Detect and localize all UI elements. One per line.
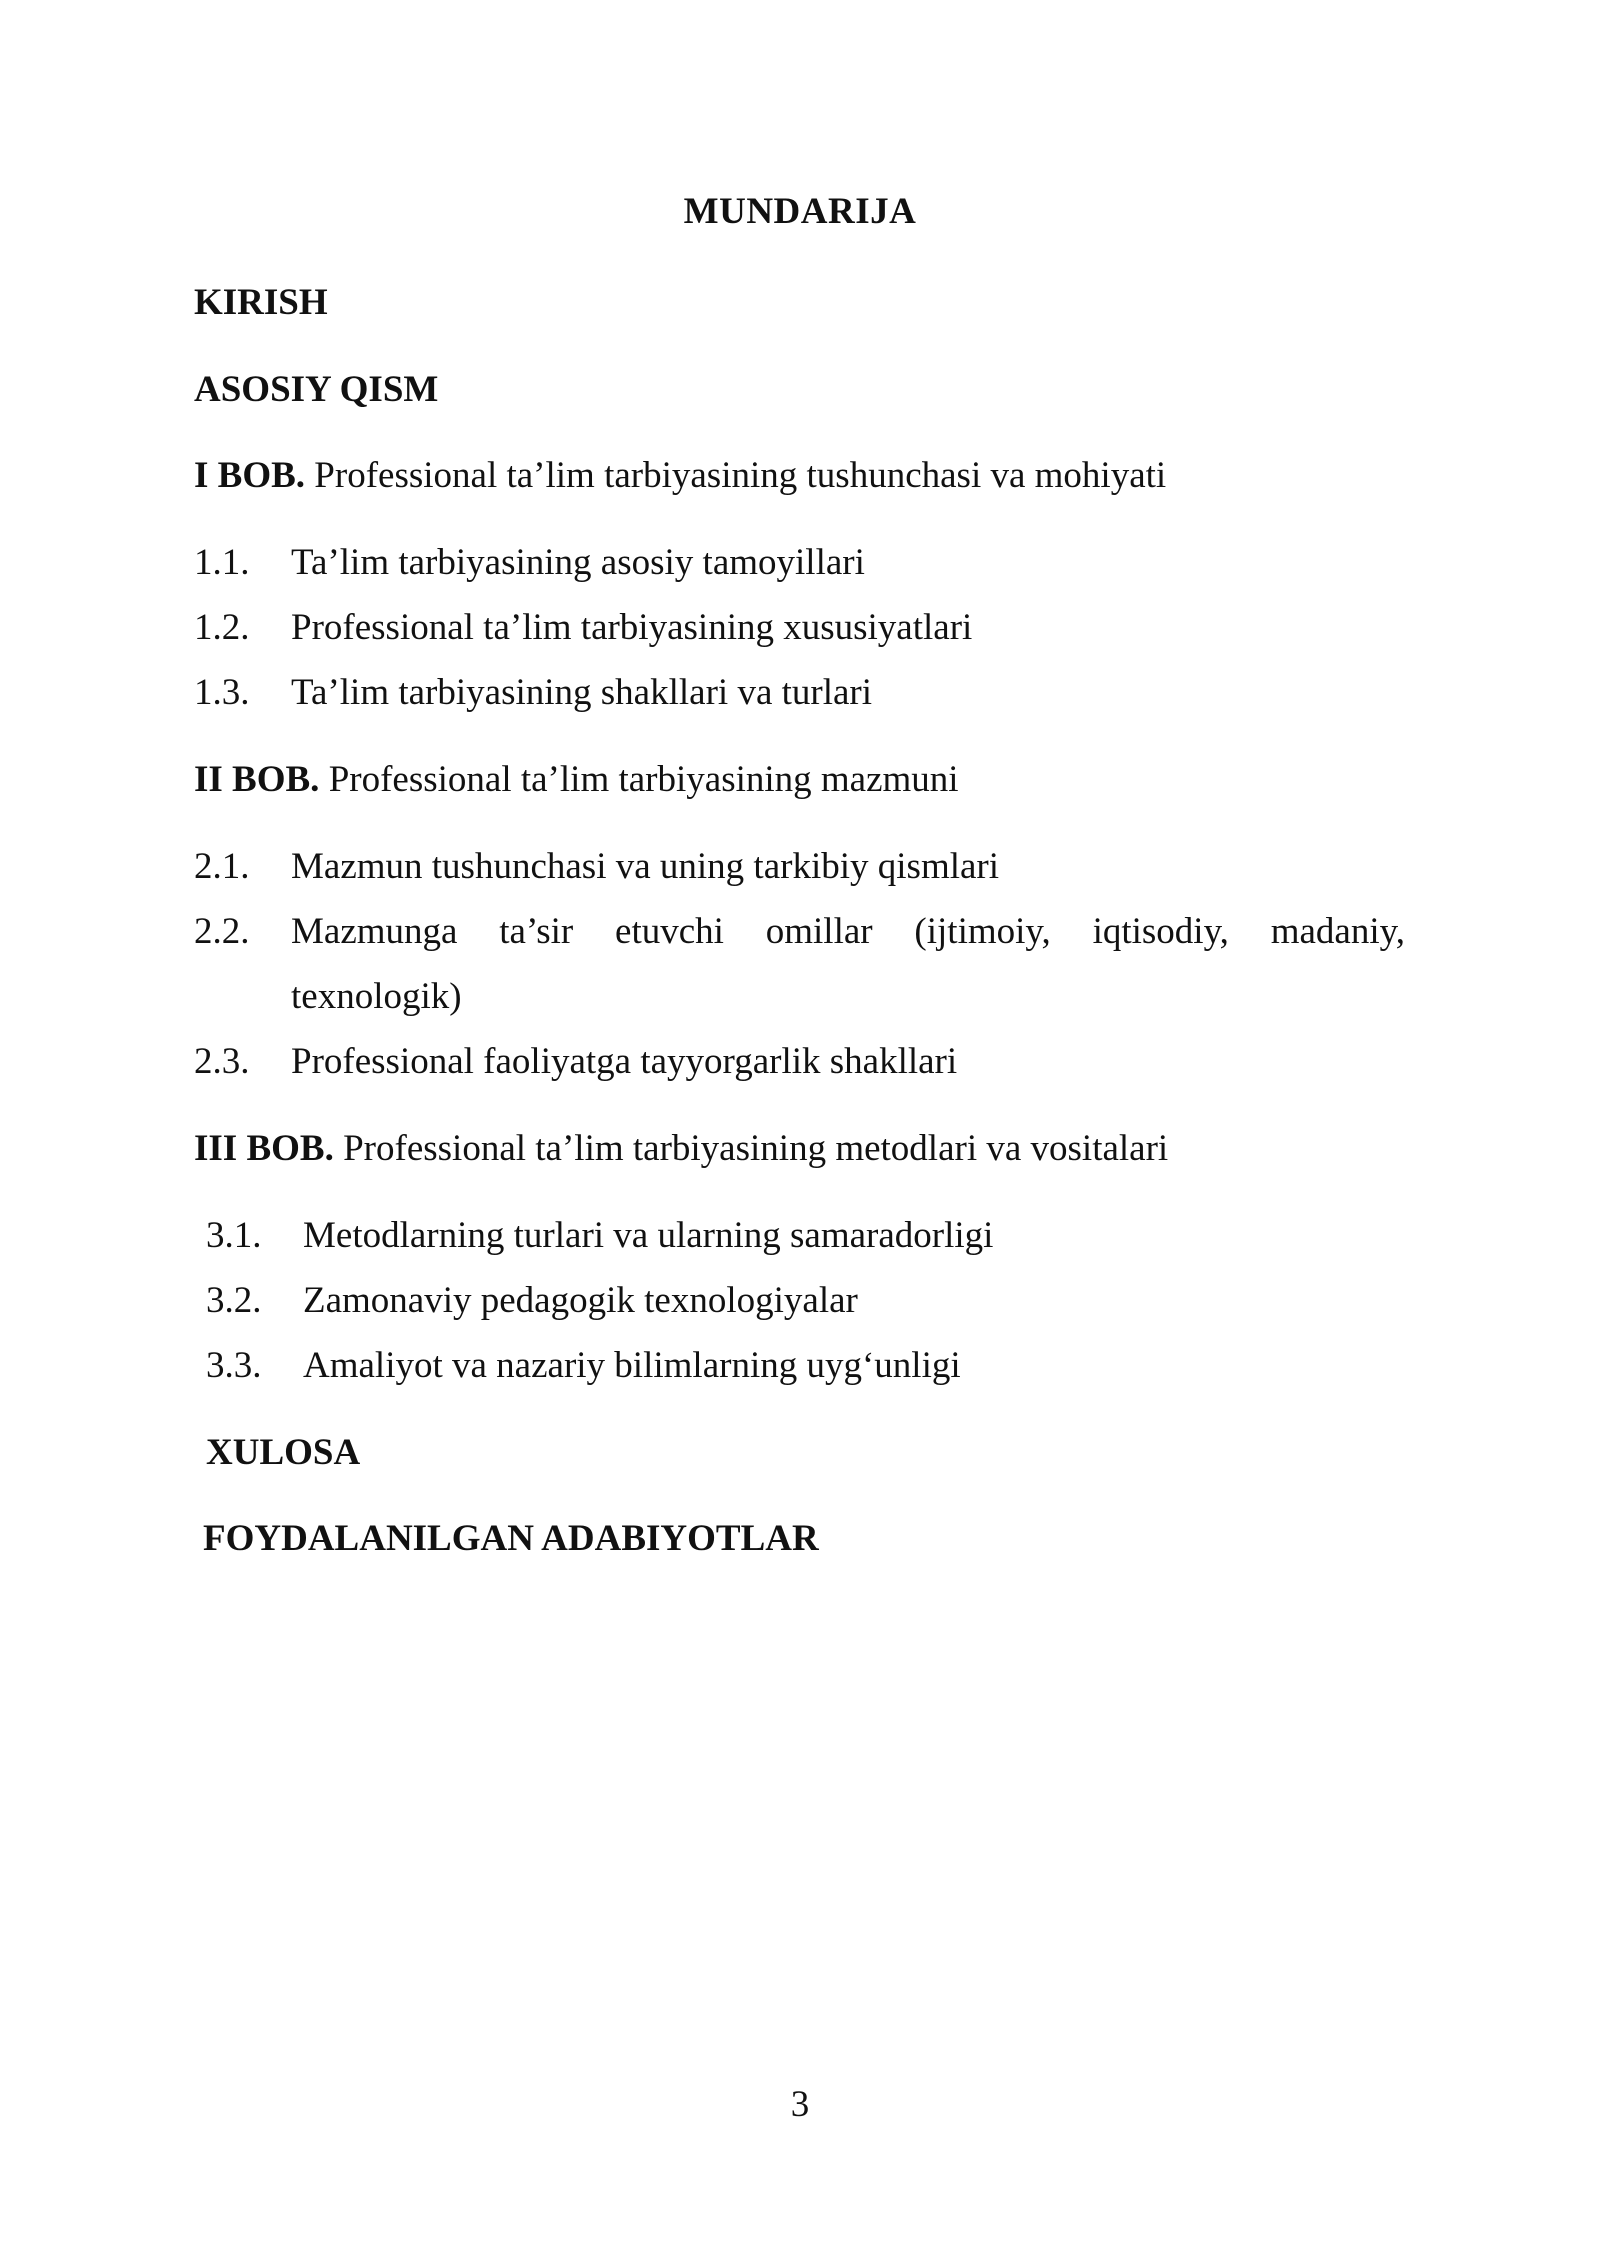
item-text-continuation: texnologik) (291, 976, 462, 1017)
item-text: Professional ta’lim tarbiyasining xususiyatlari (291, 607, 973, 648)
chapter-2-title: Professional ta’lim tarbiyasining mazmuni (328, 759, 959, 800)
item-word: ta’sir (499, 911, 574, 952)
toc-title: MUNDARIJA (683, 191, 917, 232)
item-number: 3.3. (206, 1345, 262, 1386)
chapter-3-label: III BOB. (194, 1128, 334, 1169)
item-word: Mazmunga (291, 911, 458, 952)
item-text: Metodlarning turlari va ularning samaradorligi (303, 1215, 994, 1256)
chapter-1-label: I BOB. (194, 455, 306, 496)
item-word: iqtisodiy, (1092, 911, 1229, 952)
item-text: Ta’lim tarbiyasining shakllari va turlari (291, 672, 873, 713)
item-text: Amaliyot va nazariy bilimlarning uyg‘unligi (303, 1345, 961, 1386)
chapter-3-title: Professional ta’lim tarbiyasining metodlari va vositalari (343, 1128, 1169, 1169)
item-text: Zamonaviy pedagogik texnologiyalar (303, 1280, 858, 1321)
item-number: 2.1. (194, 846, 250, 887)
toc-conclusion: XULOSA (206, 1432, 361, 1473)
item-text: Ta’lim tarbiyasining asosiy tamoyillari (291, 542, 865, 583)
chapter-3-heading (194, 1127, 1168, 1171)
item-number: 2.3. (194, 1041, 250, 1082)
item-word: etuvchi (615, 911, 724, 952)
chapter-2-heading (194, 758, 959, 802)
item-number: 3.2. (206, 1280, 262, 1321)
chapter-1-title: Professional ta’lim tarbiyasining tushunchasi va mohiyati (314, 455, 1167, 496)
item-number: 3.1. (206, 1215, 262, 1256)
toc-main-part: ASOSIY QISM (194, 369, 439, 410)
page-number: 3 (790, 2084, 810, 2125)
item-text: Professional faoliyatga tayyorgarlik shakllari (291, 1041, 958, 1082)
item-number: 1.2. (194, 607, 250, 648)
item-number: 1.1. (194, 542, 250, 583)
toc-intro: KIRISH (194, 282, 328, 323)
toc-references: FOYDALANILGAN ADABIYOTLAR (203, 1518, 819, 1559)
item-text-justified (291, 910, 1405, 953)
item-word: (ijtimoiy, (914, 911, 1051, 952)
item-number: 1.3. (194, 672, 250, 713)
item-word: omillar (765, 911, 873, 952)
item-number: 2.2. (194, 911, 250, 952)
chapter-2-label: II BOB. (194, 759, 320, 800)
chapter-1-heading (194, 454, 1166, 498)
item-word: madaniy, (1270, 911, 1405, 952)
item-text: Mazmun tushunchasi va uning tarkibiy qismlari (291, 846, 1000, 887)
